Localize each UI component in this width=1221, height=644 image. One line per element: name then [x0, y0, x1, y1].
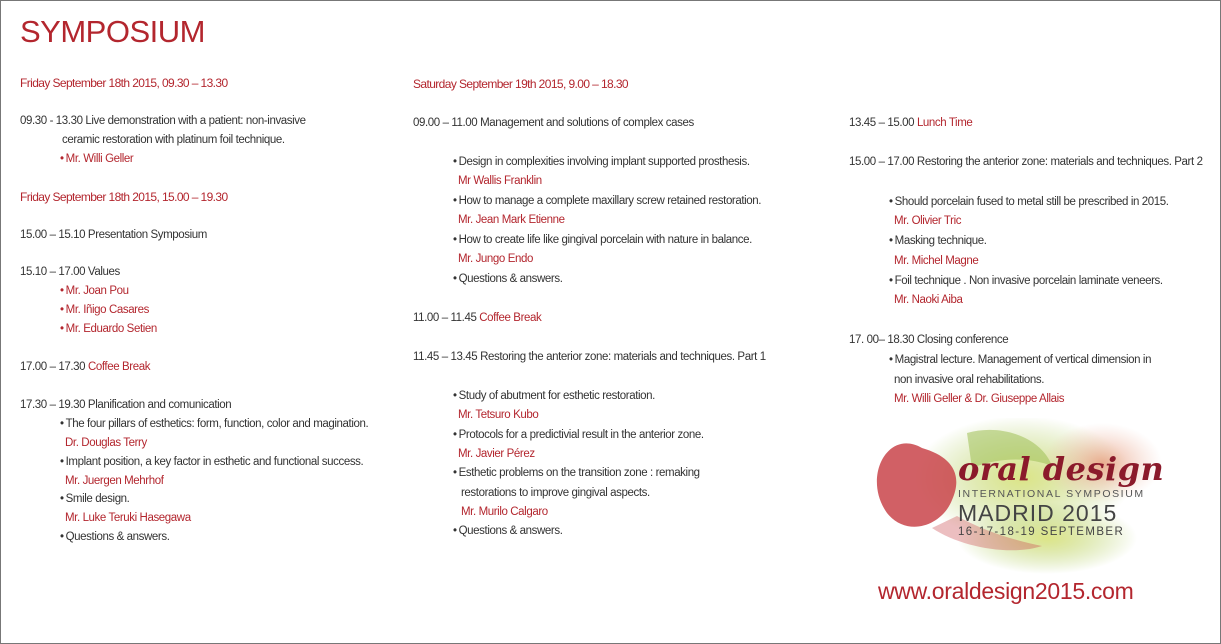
values-speaker: • Mr. Eduardo Setien: [60, 322, 157, 336]
questions-answers: • Questions & answers.: [453, 524, 563, 538]
restoring2-topic: • Foil technique . Non invasive porcelain laminate veneers.: [889, 274, 1163, 288]
presentation-item: 15.00 – 15.10 Presentation Symposium: [20, 229, 207, 241]
planning-topic: • Smile design.: [60, 492, 129, 506]
live-demo-line2: ceramic restoration with platinum foil technique.: [62, 134, 285, 146]
coffee-break-time: 11.00 – 11.45: [413, 312, 480, 324]
restoring2-speaker: Mr. Naoki Aiba: [894, 294, 963, 306]
logo-city-year: MADRID 2015: [958, 500, 1118, 526]
coffee-break-label: Coffee Break: [87, 361, 151, 373]
restoring-part2-item: 15.00 – 17.00 Restoring the anterior zone: materials and techniques. Part 2: [849, 156, 1203, 168]
planning-item: 17.30 – 19.30 Planification and comunication: [20, 399, 232, 411]
day2-header: Saturday September 19th 2015, 9.00 – 18.30: [413, 77, 628, 91]
restoring2-topic: • Masking technique.: [889, 234, 987, 248]
restoring2-topic: • Should porcelain fused to metal still be prescribed in 2015.: [889, 195, 1169, 209]
planning-speaker: Mr. Luke Teruki Hasegawa: [65, 512, 191, 524]
restoring-speaker: Mr. Tetsuro Kubo: [458, 409, 539, 421]
coffee-break-item: [413, 311, 541, 325]
questions-answers: • Questions & answers.: [453, 272, 563, 286]
management-item: 09.00 – 11.00 Management and solutions of complex cases: [413, 117, 694, 129]
management-topic: • How to create life like gingival porcelain with nature in balance.: [453, 233, 752, 247]
live-demo-speaker: • Mr. Willi Geller: [60, 152, 133, 166]
lunch-time: 13.45 – 15.00: [849, 117, 917, 129]
management-speaker: Mr Wallis Franklin: [458, 175, 542, 187]
planning-topic: • The four pillars of esthetics: form, function, color and magination.: [60, 417, 368, 431]
restoring2-speaker: Mr. Michel Magne: [894, 255, 979, 267]
restoring-part1-item: 11.45 – 13.45 Restoring the anterior zone: materials and techniques. Part 1: [413, 351, 766, 363]
esthetic-speaker: Mr. Murilo Calgaro: [461, 506, 548, 518]
values-speaker: • Mr. Iñigo Casares: [60, 303, 149, 317]
values-item: 15.10 – 17.00 Values: [20, 266, 120, 278]
coffee-break-item: [20, 360, 150, 374]
logo-subtitle: INTERNATIONAL SYMPOSIUM: [958, 488, 1145, 500]
closing-topic-line1: • Magistral lecture. Management of vertical dimension in: [889, 353, 1151, 367]
management-topic: • Design in complexities involving implant supported prosthesis.: [453, 155, 750, 169]
closing-speakers: Mr. Willi Geller & Dr. Giuseppe Allais: [894, 393, 1065, 405]
management-topic: • How to manage a complete maxillary screw retained restoration.: [453, 194, 761, 208]
logo-dates: 16-17-18-19 SEPTEMBER: [958, 526, 1125, 538]
restoring-topic: • Study of abutment for esthetic restoration.: [453, 389, 655, 403]
management-speaker: Mr. Jean Mark Etienne: [458, 214, 565, 226]
page-title: SYMPOSIUM: [20, 14, 205, 49]
lunch-label: Lunch Time: [916, 117, 973, 129]
day1-afternoon-header: Friday September 18th 2015, 15.00 – 19.30: [20, 190, 228, 204]
planning-speaker: Dr. Douglas Terry: [65, 437, 147, 449]
esthetic-topic-line1: • Esthetic problems on the transition zone : remaking: [453, 466, 700, 480]
coffee-break-time: 17.00 – 17.30: [20, 361, 88, 373]
day1-morning-header: Friday September 18th 2015, 09.30 – 13.30: [20, 76, 228, 90]
esthetic-topic-line2: restorations to improve gingival aspects.: [461, 487, 650, 499]
closing-item: 17. 00– 18.30 Closing conference: [849, 334, 1009, 346]
website-link[interactable]: www.oraldesign2015.com: [878, 578, 1134, 604]
planning-topic: • Implant position, a key factor in esthetic and functional success.: [60, 455, 363, 469]
coffee-break-label: Coffee Break: [479, 312, 542, 324]
planning-speaker: Mr. Juergen Mehrhof: [65, 475, 164, 487]
logo-brand: oral design: [958, 450, 1165, 488]
management-speaker: Mr. Jungo Endo: [458, 253, 533, 265]
questions-answers: • Questions & answers.: [60, 530, 170, 544]
restoring2-speaker: Mr. Olivier Tric: [894, 215, 962, 227]
restoring-topic: • Protocols for a predictivial result in the anterior zone.: [453, 428, 704, 442]
values-speaker: • Mr. Joan Pou: [60, 284, 129, 298]
restoring-speaker: Mr. Javier Pérez: [458, 448, 535, 460]
live-demo-line1: 09.30 - 13.30 Live demonstration with a patient: non-invasive: [20, 115, 306, 127]
lunch-item: [849, 116, 972, 130]
closing-topic-line2: non invasive oral rehabilitations.: [894, 374, 1045, 386]
